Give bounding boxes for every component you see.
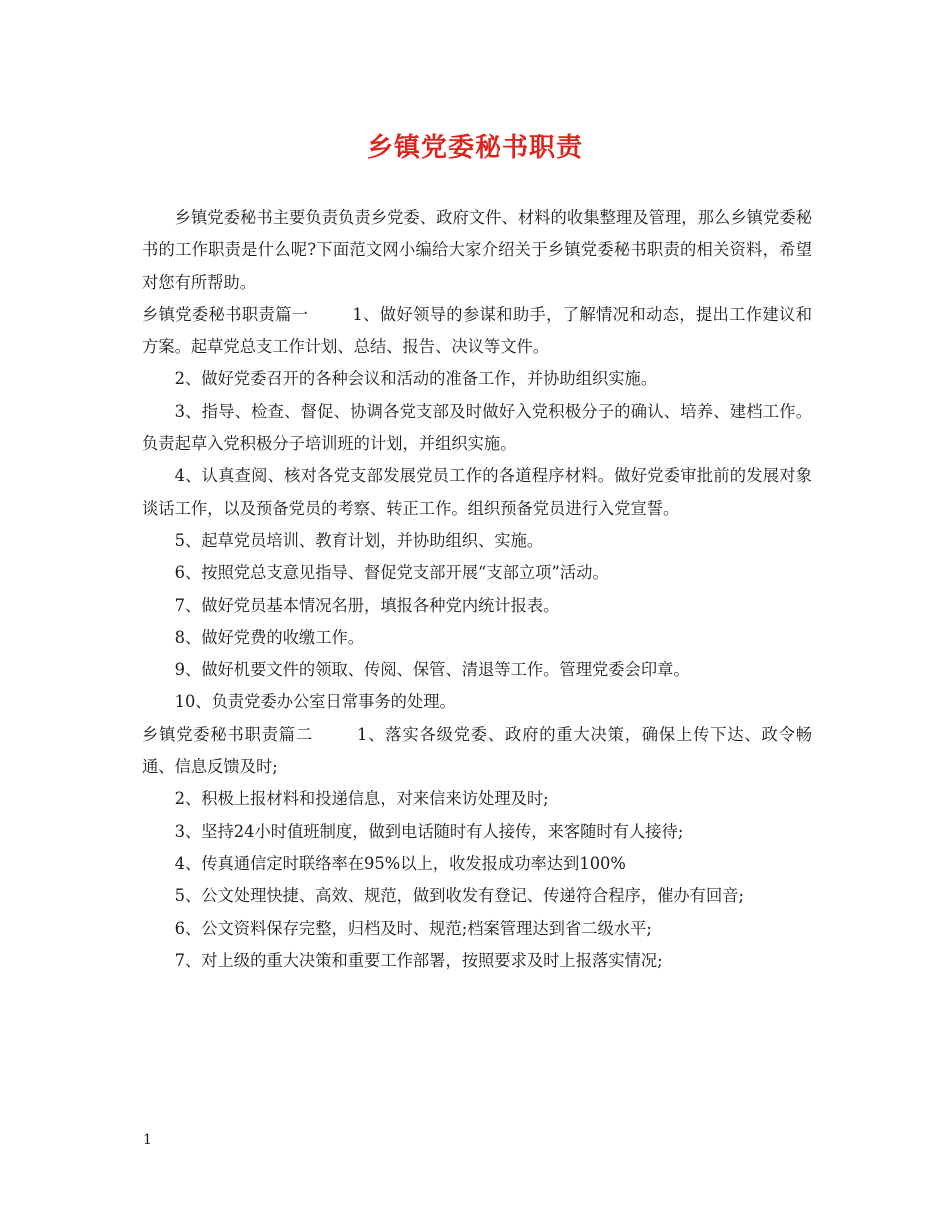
section2-item-3: 3、坚持24小时值班制度，做到电话随时有人接传，来客随时有人接待;	[174, 821, 684, 841]
document-body	[142, 202, 812, 977]
intro-paragraph: 乡镇党委秘书主要负责负责乡党委、政府文件、材料的收集整理及管理，那么乡镇党委秘书的工作职责是什么呢?下面范文网小编给大家介绍关于乡镇党委秘书职责的相关资料，希望对您有所帮助。	[142, 208, 812, 292]
section1-item-10: 10、负责党委办公室日常事务的处理。	[174, 692, 456, 712]
section2-item-7: 7、对上级的重大决策和重要工作部署，按照要求及时上报落实情况;	[174, 950, 663, 970]
section2-item-5: 5、公文处理快捷、高效、规范，做到收发有登记、传递符合程序，催办有回音;	[174, 886, 745, 906]
page-number: 1	[143, 1132, 152, 1148]
section1-item-3: 3、指导、检查、督促、协调各党支部及时做好入党积极分子的确认、培养、建档工作。负责起草入党积极分子培训班的计划，并组织实施。	[142, 401, 812, 454]
section1-item-2: 2、做好党委召开的各种会议和活动的准备工作，并协助组织实施。	[174, 369, 658, 389]
section1-item-7: 7、做好党员基本情况名册，填报各种党内统计报表。	[174, 595, 560, 615]
section2-heading: 乡镇党委秘书职责篇二	[142, 724, 314, 744]
section1-item-4: 4、认真查阅、核对各党支部发展党员工作的各道程序材料。做好党委审批前的发展对象谈话工作，以及预备党员的考察、转正工作。组织预备党员进行入党宣誓。	[142, 466, 812, 518]
section2-item-6: 6、公文资料保存完整，归档及时、规范;档案管理达到省二级水平;	[174, 918, 652, 938]
document-title: 乡镇党委秘书职责	[366, 133, 583, 163]
section2-item-1: 1、落实各级党委、政府的重大决策，确保上传下达、政令畅通、信息反馈及时;	[142, 724, 812, 777]
section1-first-paragraph	[142, 299, 812, 364]
section2-first-paragraph	[142, 719, 812, 784]
section2-item-4: 4、传真通信定时联络率在95%以上，收发报成功率达到100%	[174, 853, 626, 873]
section1-item-1: 1、做好领导的参谋和助手，了解情况和动态，提出工作建议和方案。起草党总支工作计划、总结、报告、决议等文件。	[142, 304, 812, 357]
section1-item-6: 6、按照党总支意见指导、督促党支部开展“支部立项”活动。	[174, 563, 609, 583]
section2-item-2: 2、积极上报材料和投递信息，对来信来访处理及时;	[174, 789, 549, 809]
section1-item-9: 9、做好机要文件的领取、传阅、保管、清退等工作。管理党委会印章。	[174, 660, 690, 680]
section1-item-8: 8、做好党费的收缴工作。	[174, 627, 365, 647]
section1-heading: 乡镇党委秘书职责篇一	[142, 304, 309, 324]
section1-item-5: 5、起草党员培训、教育计划，并协助组织、实施。	[174, 530, 544, 550]
